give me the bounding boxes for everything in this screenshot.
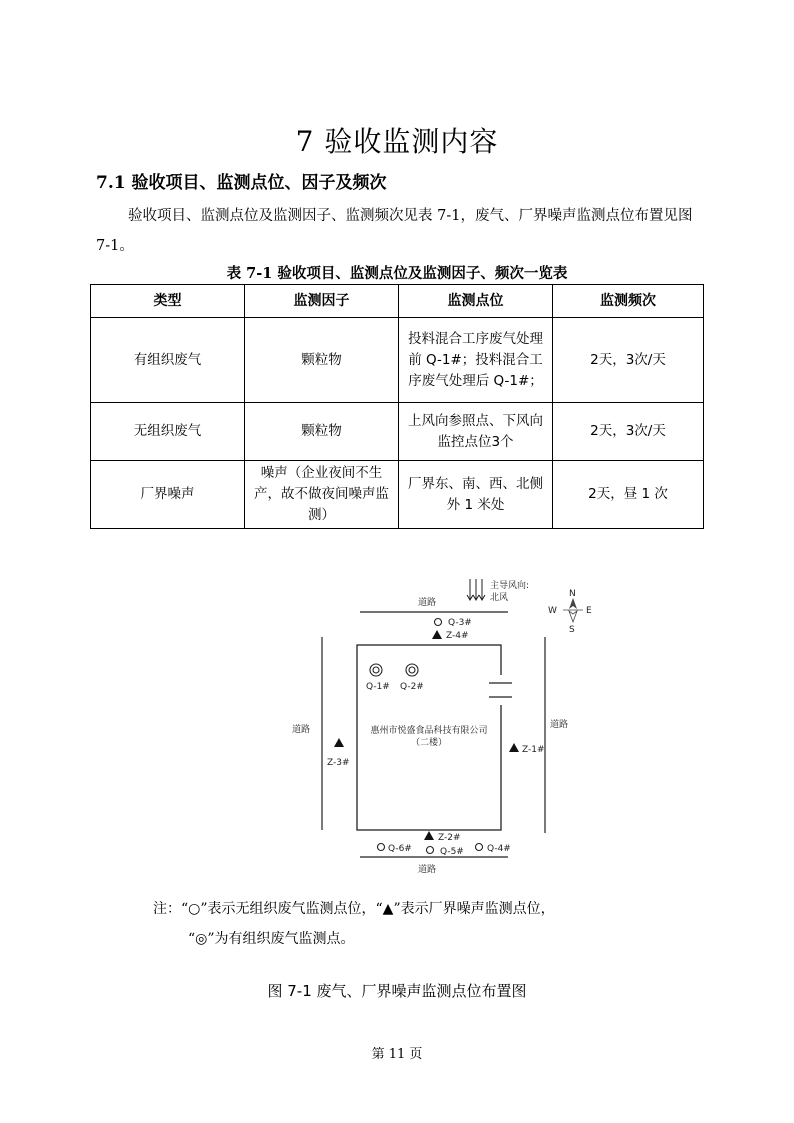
chapter-title: 7 验收监测内容: [295, 125, 499, 158]
table-row: [91, 403, 704, 461]
section-title: 7.1 验收项目、监测点位、因子及频次: [96, 173, 387, 193]
q1-label: Q-1#: [366, 682, 390, 692]
building-name: 惠州市悦盛食品科技有限公司: [370, 726, 488, 736]
z1-label: Z-1#: [522, 745, 545, 755]
table-row: [91, 318, 704, 403]
site-layout-diagram: [280, 575, 610, 885]
q5-label: Q-5#: [440, 847, 464, 857]
cell-factor: 颗粒物: [245, 403, 399, 461]
road-right-label: 道路: [550, 720, 569, 730]
header-type: 类型: [91, 285, 245, 318]
q1-organized-point-icon: [370, 664, 382, 676]
q6-fugitive-point-icon: [378, 844, 385, 851]
legend-line-1: 注：“○”表示无组织废气监测点位，“▲”表示厂界噪声监测点位，: [153, 901, 555, 917]
gate-gap: [498, 675, 504, 705]
header-factor: 监测因子: [245, 285, 399, 318]
cell-frequency: 2天，3次/天: [553, 403, 704, 461]
q2-organized-point-icon: [406, 664, 418, 676]
cell-location: 厂界东、南、西、北侧外 1 米处: [399, 461, 553, 529]
q3-fugitive-point-icon: [435, 619, 442, 626]
compass-e: E: [586, 606, 592, 616]
table-header-row: [91, 285, 704, 318]
table-caption: 表 7-1 验收项目、监测点位及监测因子、频次一览表: [226, 265, 568, 282]
cell-type: 无组织废气: [91, 403, 245, 461]
road-left-label: 道路: [292, 725, 311, 735]
z3-label: Z-3#: [327, 758, 350, 768]
z1-noise-point-icon: [509, 743, 519, 752]
cell-frequency: 2天，3次/天: [553, 318, 704, 403]
table-row: [91, 461, 704, 529]
wind-label-2: 北风: [490, 593, 509, 603]
legend-line-2: “◎”为有组织废气监测点。: [188, 931, 355, 947]
q4-label: Q-4#: [487, 844, 511, 854]
page-number: 第 11 页: [371, 1047, 423, 1062]
figure-caption: 图 7-1 废气、厂界噪声监测点位布置图: [267, 982, 527, 1000]
z2-noise-point-icon: [424, 831, 434, 840]
cell-frequency: 2天，昼 1 次: [553, 461, 704, 529]
road-top-label: 道路: [418, 598, 437, 608]
cell-location: 投料混合工序废气处理前 Q-1#；投料混合工序废气处理后 Q-1#；: [399, 318, 553, 403]
cell-type: 有组织废气: [91, 318, 245, 403]
wind-label-1: 主导风向:: [490, 581, 530, 591]
q3-label: Q-3#: [448, 618, 472, 628]
header-location: 监测点位: [399, 285, 553, 318]
q5-fugitive-point-icon: [427, 847, 434, 854]
cell-location: 上风向参照点、下风向监控点位3个: [399, 403, 553, 461]
compass-n: N: [569, 589, 576, 599]
compass-w: W: [548, 606, 557, 616]
wind-arrows-icon: [467, 579, 485, 600]
z2-label: Z-2#: [438, 833, 461, 843]
z3-noise-point-icon: [334, 738, 344, 747]
monitoring-table: [90, 284, 704, 529]
compass-icon: [548, 589, 592, 635]
body-paragraph: 验收项目、监测点位及监测因子、监测频次见表 7-1，废气、厂界噪声监测点位布置见图 7-1。: [96, 208, 693, 254]
cell-factor: 噪声（企业夜间不生产，故不做夜间噪声监测）: [245, 461, 399, 529]
cell-factor: 颗粒物: [245, 318, 399, 403]
compass-s: S: [569, 625, 575, 635]
road-bottom-label: 道路: [418, 865, 437, 875]
q2-label: Q-2#: [400, 682, 424, 692]
z4-noise-point-icon: [432, 630, 442, 639]
building-floor: （二楼）: [410, 738, 448, 748]
q4-fugitive-point-icon: [476, 844, 483, 851]
z4-label: Z-4#: [446, 631, 469, 641]
cell-type: 厂界噪声: [91, 461, 245, 529]
header-frequency: 监测频次: [553, 285, 704, 318]
q6-label: Q-6#: [388, 844, 412, 854]
